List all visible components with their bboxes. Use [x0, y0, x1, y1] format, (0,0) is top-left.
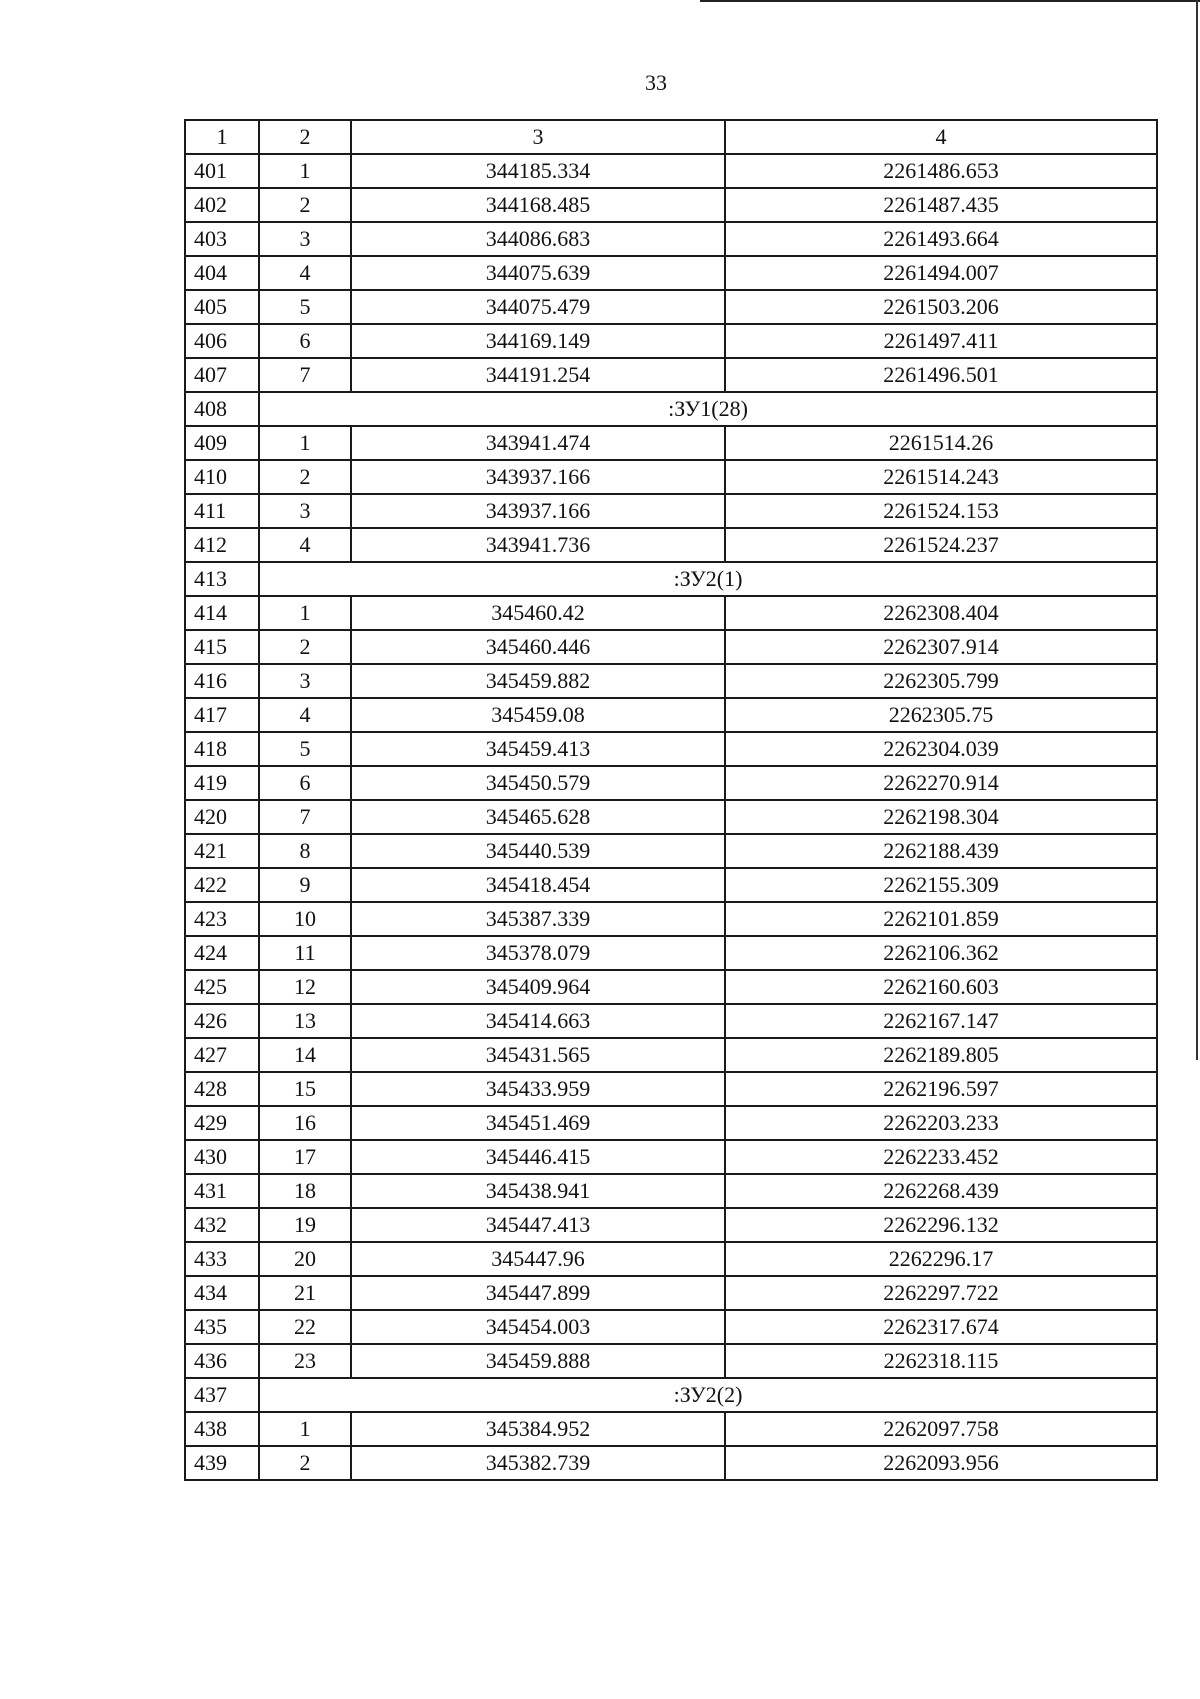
table-row: [185, 732, 1157, 766]
table-row: [185, 324, 1157, 358]
x-coordinate-cell: 344086.683: [351, 222, 725, 256]
row-number-cell: 424: [185, 936, 259, 970]
point-number-cell: 6: [259, 766, 351, 800]
table-row: [185, 1072, 1157, 1106]
table-row: [185, 1004, 1157, 1038]
x-coordinate-cell: 345459.882: [351, 664, 725, 698]
table-row: [185, 1038, 1157, 1072]
point-number-cell: 4: [259, 698, 351, 732]
row-number-cell: 429: [185, 1106, 259, 1140]
x-coordinate-cell: 345454.003: [351, 1310, 725, 1344]
row-number-cell: 430: [185, 1140, 259, 1174]
point-number-cell: 1: [259, 596, 351, 630]
x-coordinate-cell: 345447.96: [351, 1242, 725, 1276]
x-coordinate-cell: 345459.08: [351, 698, 725, 732]
point-number-cell: 11: [259, 936, 351, 970]
point-number-cell: 2: [259, 188, 351, 222]
y-coordinate-cell: 2261494.007: [725, 256, 1157, 290]
x-coordinate-cell: 344185.334: [351, 154, 725, 188]
y-coordinate-cell: 2262318.115: [725, 1344, 1157, 1378]
y-coordinate-cell: 2262196.597: [725, 1072, 1157, 1106]
y-coordinate-cell: 2262106.362: [725, 936, 1157, 970]
x-coordinate-cell: 343937.166: [351, 494, 725, 528]
section-row: [185, 562, 1157, 596]
x-coordinate-cell: 344075.479: [351, 290, 725, 324]
row-number-cell: 402: [185, 188, 259, 222]
point-number-cell: 8: [259, 834, 351, 868]
y-coordinate-cell: 2261493.664: [725, 222, 1157, 256]
header-col-3: 3: [351, 120, 725, 154]
row-number-cell: 413: [185, 562, 259, 596]
y-coordinate-cell: 2261524.153: [725, 494, 1157, 528]
point-number-cell: 13: [259, 1004, 351, 1038]
table-row: [185, 800, 1157, 834]
table-row: [185, 1276, 1157, 1310]
table-header: [185, 120, 1157, 154]
point-number-cell: 15: [259, 1072, 351, 1106]
x-coordinate-cell: 345465.628: [351, 800, 725, 834]
coordinates-table: [184, 119, 1158, 1481]
point-number-cell: 12: [259, 970, 351, 1004]
header-col-1: 1: [185, 120, 259, 154]
table-row: [185, 630, 1157, 664]
x-coordinate-cell: 345384.952: [351, 1412, 725, 1446]
x-coordinate-cell: 345409.964: [351, 970, 725, 1004]
page-number: 33: [645, 70, 667, 95]
row-number-cell: 419: [185, 766, 259, 800]
table-row: [185, 1446, 1157, 1480]
row-number-cell: 423: [185, 902, 259, 936]
point-number-cell: 7: [259, 358, 351, 392]
row-number-cell: 425: [185, 970, 259, 1004]
row-number-cell: 431: [185, 1174, 259, 1208]
row-number-cell: 420: [185, 800, 259, 834]
row-number-cell: 422: [185, 868, 259, 902]
top-border-line: [700, 0, 1200, 2]
x-coordinate-cell: 343937.166: [351, 460, 725, 494]
y-coordinate-cell: 2262317.674: [725, 1310, 1157, 1344]
header-col-2: 2: [259, 120, 351, 154]
point-number-cell: 16: [259, 1106, 351, 1140]
table-row: [185, 868, 1157, 902]
row-number-cell: 428: [185, 1072, 259, 1106]
table-row: [185, 426, 1157, 460]
section-row: [185, 1378, 1157, 1412]
y-coordinate-cell: 2262155.309: [725, 868, 1157, 902]
row-number-cell: 438: [185, 1412, 259, 1446]
row-number-cell: 435: [185, 1310, 259, 1344]
table-row: [185, 290, 1157, 324]
point-number-cell: 3: [259, 222, 351, 256]
table-row: [185, 154, 1157, 188]
row-number-cell: 427: [185, 1038, 259, 1072]
row-number-cell: 417: [185, 698, 259, 732]
y-coordinate-cell: 2262233.452: [725, 1140, 1157, 1174]
y-coordinate-cell: 2262296.17: [725, 1242, 1157, 1276]
y-coordinate-cell: 2262198.304: [725, 800, 1157, 834]
table-row: [185, 1344, 1157, 1378]
row-number-cell: 421: [185, 834, 259, 868]
x-coordinate-cell: 343941.474: [351, 426, 725, 460]
table-row: [185, 1140, 1157, 1174]
y-coordinate-cell: 2261514.243: [725, 460, 1157, 494]
point-number-cell: 9: [259, 868, 351, 902]
x-coordinate-cell: 343941.736: [351, 528, 725, 562]
y-coordinate-cell: 2261503.206: [725, 290, 1157, 324]
point-number-cell: 1: [259, 154, 351, 188]
table-row: [185, 1242, 1157, 1276]
x-coordinate-cell: 345459.888: [351, 1344, 725, 1378]
point-number-cell: 10: [259, 902, 351, 936]
point-number-cell: 20: [259, 1242, 351, 1276]
y-coordinate-cell: 2262304.039: [725, 732, 1157, 766]
table-row: [185, 936, 1157, 970]
x-coordinate-cell: 345459.413: [351, 732, 725, 766]
row-number-cell: 414: [185, 596, 259, 630]
y-coordinate-cell: 2262189.805: [725, 1038, 1157, 1072]
y-coordinate-cell: 2262270.914: [725, 766, 1157, 800]
x-coordinate-cell: 345460.446: [351, 630, 725, 664]
row-number-cell: 407: [185, 358, 259, 392]
x-coordinate-cell: 344075.639: [351, 256, 725, 290]
point-number-cell: 5: [259, 290, 351, 324]
y-coordinate-cell: 2261497.411: [725, 324, 1157, 358]
table-row: [185, 1310, 1157, 1344]
point-number-cell: 14: [259, 1038, 351, 1072]
table-row: [185, 766, 1157, 800]
point-number-cell: 4: [259, 256, 351, 290]
row-number-cell: 418: [185, 732, 259, 766]
x-coordinate-cell: 345451.469: [351, 1106, 725, 1140]
row-number-cell: 434: [185, 1276, 259, 1310]
table-row: [185, 1412, 1157, 1446]
row-number-cell: 401: [185, 154, 259, 188]
row-number-cell: 436: [185, 1344, 259, 1378]
table-row: [185, 664, 1157, 698]
y-coordinate-cell: 2261496.501: [725, 358, 1157, 392]
y-coordinate-cell: 2261524.237: [725, 528, 1157, 562]
point-number-cell: 1: [259, 1412, 351, 1446]
row-number-cell: 437: [185, 1378, 259, 1412]
point-number-cell: 23: [259, 1344, 351, 1378]
table-row: [185, 358, 1157, 392]
row-number-cell: 412: [185, 528, 259, 562]
table-row: [185, 596, 1157, 630]
x-coordinate-cell: 345447.413: [351, 1208, 725, 1242]
y-coordinate-cell: 2262160.603: [725, 970, 1157, 1004]
table-row: [185, 902, 1157, 936]
row-number-cell: 411: [185, 494, 259, 528]
point-number-cell: 5: [259, 732, 351, 766]
point-number-cell: 22: [259, 1310, 351, 1344]
row-number-cell: 439: [185, 1446, 259, 1480]
point-number-cell: 2: [259, 460, 351, 494]
y-coordinate-cell: 2262297.722: [725, 1276, 1157, 1310]
row-number-cell: 403: [185, 222, 259, 256]
table-row: [185, 1106, 1157, 1140]
row-number-cell: 406: [185, 324, 259, 358]
row-number-cell: 415: [185, 630, 259, 664]
y-coordinate-cell: 2262097.758: [725, 1412, 1157, 1446]
y-coordinate-cell: 2262268.439: [725, 1174, 1157, 1208]
table-row: [185, 1174, 1157, 1208]
point-number-cell: 2: [259, 1446, 351, 1480]
section-row: [185, 392, 1157, 426]
table-row: [185, 698, 1157, 732]
point-number-cell: 19: [259, 1208, 351, 1242]
header-row: [185, 120, 1157, 154]
y-coordinate-cell: 2262305.75: [725, 698, 1157, 732]
y-coordinate-cell: 2262307.914: [725, 630, 1157, 664]
point-number-cell: 2: [259, 630, 351, 664]
y-coordinate-cell: 2262167.147: [725, 1004, 1157, 1038]
row-number-cell: 409: [185, 426, 259, 460]
point-number-cell: 7: [259, 800, 351, 834]
x-coordinate-cell: 345433.959: [351, 1072, 725, 1106]
y-coordinate-cell: 2261487.435: [725, 188, 1157, 222]
section-title-cell: :ЗУ1(28): [259, 392, 1157, 426]
row-number-cell: 408: [185, 392, 259, 426]
point-number-cell: 4: [259, 528, 351, 562]
table-row: [185, 494, 1157, 528]
x-coordinate-cell: 344168.485: [351, 188, 725, 222]
row-number-cell: 432: [185, 1208, 259, 1242]
point-number-cell: 1: [259, 426, 351, 460]
y-coordinate-cell: 2262101.859: [725, 902, 1157, 936]
row-number-cell: 426: [185, 1004, 259, 1038]
x-coordinate-cell: 345382.739: [351, 1446, 725, 1480]
x-coordinate-cell: 345446.415: [351, 1140, 725, 1174]
table-row: [185, 970, 1157, 1004]
table-row: [185, 528, 1157, 562]
x-coordinate-cell: 345414.663: [351, 1004, 725, 1038]
y-coordinate-cell: 2261486.653: [725, 154, 1157, 188]
point-number-cell: 17: [259, 1140, 351, 1174]
row-number-cell: 410: [185, 460, 259, 494]
x-coordinate-cell: 345440.539: [351, 834, 725, 868]
x-coordinate-cell: 345431.565: [351, 1038, 725, 1072]
right-border-line: [1196, 0, 1198, 1060]
x-coordinate-cell: 345387.339: [351, 902, 725, 936]
table-row: [185, 222, 1157, 256]
y-coordinate-cell: 2262093.956: [725, 1446, 1157, 1480]
x-coordinate-cell: 344169.149: [351, 324, 725, 358]
table-row: [185, 1208, 1157, 1242]
x-coordinate-cell: 345378.079: [351, 936, 725, 970]
table-row: [185, 834, 1157, 868]
x-coordinate-cell: 345418.454: [351, 868, 725, 902]
y-coordinate-cell: 2261514.26: [725, 426, 1157, 460]
table-row: [185, 188, 1157, 222]
point-number-cell: 6: [259, 324, 351, 358]
x-coordinate-cell: 345438.941: [351, 1174, 725, 1208]
point-number-cell: 21: [259, 1276, 351, 1310]
row-number-cell: 404: [185, 256, 259, 290]
point-number-cell: 3: [259, 664, 351, 698]
row-number-cell: 416: [185, 664, 259, 698]
section-title-cell: :ЗУ2(1): [259, 562, 1157, 596]
y-coordinate-cell: 2262305.799: [725, 664, 1157, 698]
table-row: [185, 256, 1157, 290]
section-title-cell: :ЗУ2(2): [259, 1378, 1157, 1412]
x-coordinate-cell: 345460.42: [351, 596, 725, 630]
x-coordinate-cell: 344191.254: [351, 358, 725, 392]
x-coordinate-cell: 345450.579: [351, 766, 725, 800]
x-coordinate-cell: 345447.899: [351, 1276, 725, 1310]
point-number-cell: 18: [259, 1174, 351, 1208]
y-coordinate-cell: 2262203.233: [725, 1106, 1157, 1140]
table-row: [185, 460, 1157, 494]
row-number-cell: 405: [185, 290, 259, 324]
table-body: [185, 154, 1157, 1480]
y-coordinate-cell: 2262296.132: [725, 1208, 1157, 1242]
point-number-cell: 3: [259, 494, 351, 528]
row-number-cell: 433: [185, 1242, 259, 1276]
y-coordinate-cell: 2262188.439: [725, 834, 1157, 868]
y-coordinate-cell: 2262308.404: [725, 596, 1157, 630]
header-col-4: 4: [725, 120, 1157, 154]
